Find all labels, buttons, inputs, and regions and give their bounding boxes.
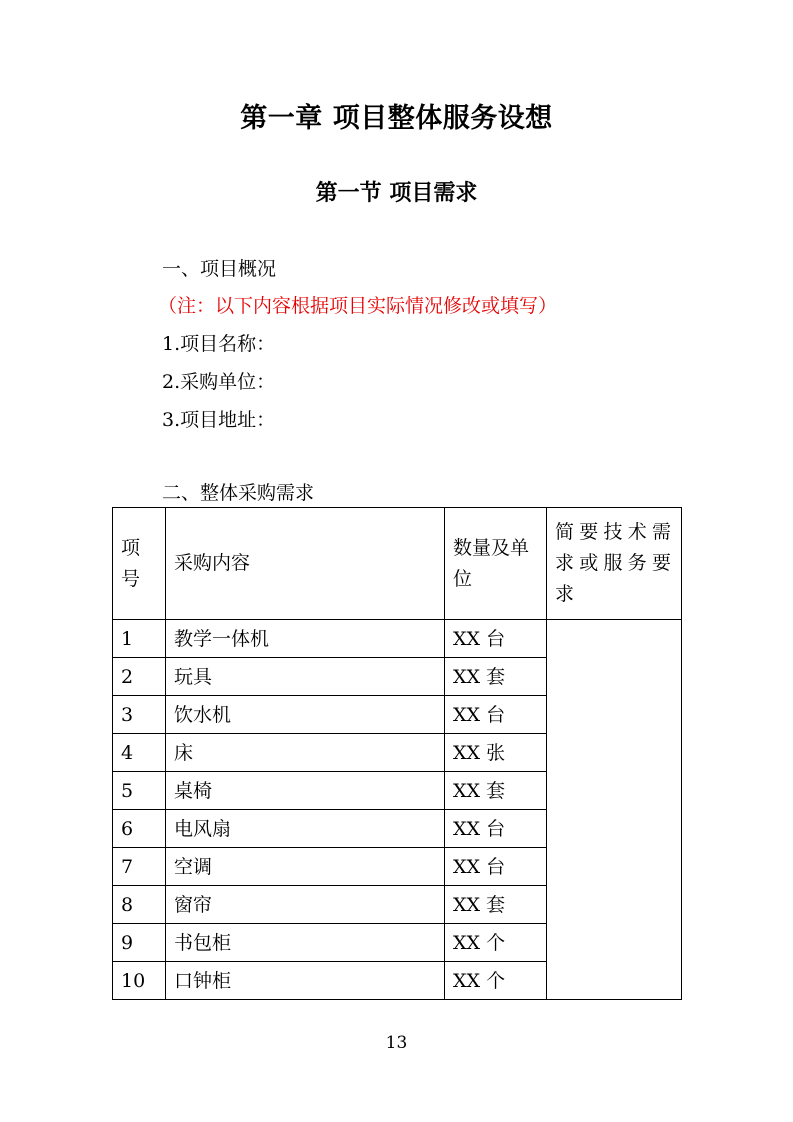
row-quantity: XX 台 <box>445 810 547 848</box>
row-quantity: XX 个 <box>445 962 547 1000</box>
header-content: 采购内容 <box>166 508 445 620</box>
procurement-table <box>112 507 682 1000</box>
row-no: 4 <box>113 734 166 772</box>
row-content: 饮水机 <box>166 696 445 734</box>
row-no: 10 <box>113 962 166 1000</box>
row-no: 3 <box>113 696 166 734</box>
row-no: 1 <box>113 620 166 658</box>
row-content: 书包柜 <box>166 924 445 962</box>
requirements-cell <box>547 620 682 1000</box>
project-address-field: 3.项目地址： <box>162 409 276 431</box>
row-no: 8 <box>113 886 166 924</box>
purchaser-field: 2.采购单位： <box>162 371 276 393</box>
row-quantity: XX 套 <box>445 658 547 696</box>
row-quantity: XX 套 <box>445 886 547 924</box>
row-quantity: XX 个 <box>445 924 547 962</box>
header-requirements: 简要技术需求或服务要求 <box>547 508 682 620</box>
row-quantity: XX 张 <box>445 734 547 772</box>
overview-heading: 一、项目概况 <box>162 258 277 280</box>
row-no: 5 <box>113 772 166 810</box>
overview-note: （注：以下内容根据项目实际情况修改或填写） <box>158 295 558 317</box>
header-quantity: 数量及单位 <box>445 508 547 620</box>
row-content: 玩具 <box>166 658 445 696</box>
row-no: 6 <box>113 810 166 848</box>
page-number: 13 <box>385 1033 408 1053</box>
project-name-field: 1.项目名称： <box>162 333 276 355</box>
table-header-row <box>113 508 682 620</box>
row-content: 电风扇 <box>166 810 445 848</box>
row-content: 窗帘 <box>166 886 445 924</box>
row-content: 桌椅 <box>166 772 445 810</box>
row-quantity: XX 台 <box>445 620 547 658</box>
table-row <box>113 620 682 658</box>
row-no: 9 <box>113 924 166 962</box>
chapter-title: 第一章 项目整体服务设想 <box>240 103 553 134</box>
row-no: 7 <box>113 848 166 886</box>
row-quantity: XX 套 <box>445 772 547 810</box>
section-title: 第一节 项目需求 <box>315 181 478 206</box>
row-content: 空调 <box>166 848 445 886</box>
row-content: 床 <box>166 734 445 772</box>
row-content: 教学一体机 <box>166 620 445 658</box>
row-content: 口钟柜 <box>166 962 445 1000</box>
header-item-no: 项号 <box>113 508 166 620</box>
row-quantity: XX 台 <box>445 696 547 734</box>
row-quantity: XX 台 <box>445 848 547 886</box>
procurement-heading: 二、整体采购需求 <box>162 482 315 504</box>
row-no: 2 <box>113 658 166 696</box>
